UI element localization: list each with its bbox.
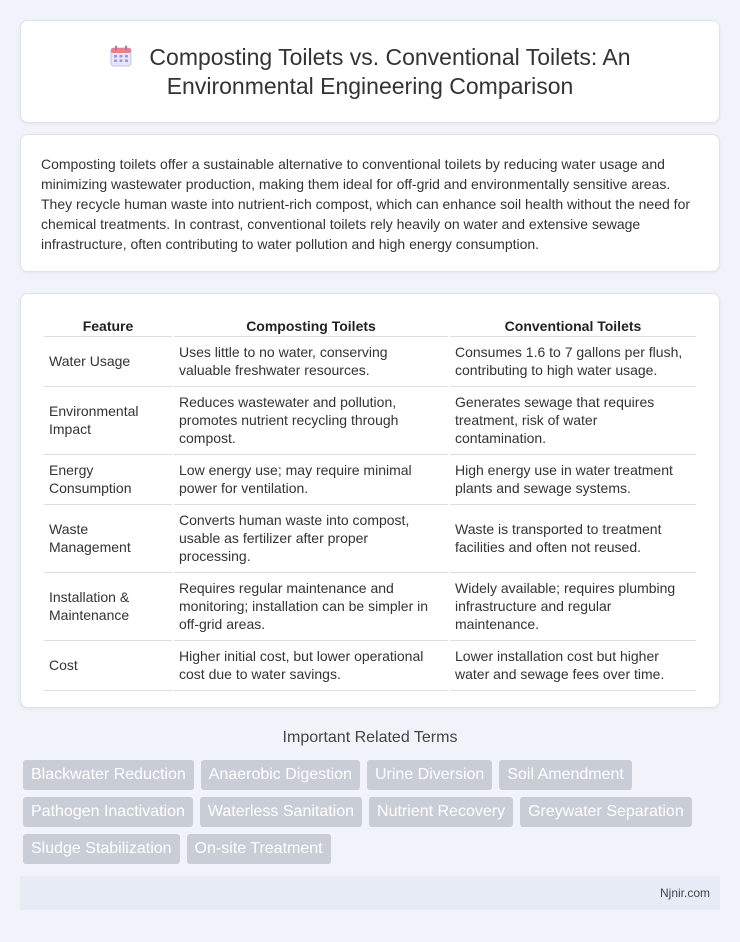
footer <box>20 876 720 910</box>
table-header-row <box>44 316 696 337</box>
table-row <box>44 641 696 691</box>
feature-cell: Environmental Impact <box>44 387 172 455</box>
composting-cell: Low energy use; may require minimal power for ventilation. <box>174 455 448 505</box>
term-tag[interactable]: Sludge Stabilization <box>23 834 180 864</box>
conventional-cell: Widely available; requires plumbing infrastructure and regular maintenance. <box>450 573 696 641</box>
term-tag[interactable]: Soil Amendment <box>499 760 632 790</box>
table-row <box>44 387 696 455</box>
composting-cell: Requires regular maintenance and monitoring; installation can be simpler in off-grid areas. <box>174 573 448 641</box>
table-row <box>44 505 696 573</box>
intro-card <box>20 134 720 272</box>
term-tag[interactable]: On-site Treatment <box>187 834 331 864</box>
page-title-text: Composting Toilets vs. Conventional Toilets: An Environmental Engineering Comparison <box>149 43 631 99</box>
feature-cell: Cost <box>44 641 172 691</box>
header-composting: Composting Toilets <box>174 316 448 337</box>
header-feature: Feature <box>44 316 172 337</box>
page-title <box>61 43 679 101</box>
feature-cell: Water Usage <box>44 337 172 387</box>
related-terms-tags <box>20 760 720 864</box>
table-row <box>44 455 696 505</box>
term-tag[interactable]: Blackwater Reduction <box>23 760 194 790</box>
comparison-card <box>20 293 720 708</box>
composting-cell: Reduces wastewater and pollution, promotes nutrient recycling through compost. <box>174 387 448 455</box>
conventional-cell: High energy use in water treatment plants and sewage systems. <box>450 455 696 505</box>
term-tag[interactable]: Waterless Sanitation <box>200 797 362 827</box>
composting-cell: Converts human waste into compost, usable as fertilizer after proper processing. <box>174 505 448 573</box>
intro-paragraph: Composting toilets offer a sustainable alternative to conventional toilets by reducing water usage and minimizing wastewater production, making them ideal for off-grid and environmentally sensitive areas. They recycle human waste into nutrient-rich compost, which can enhance soil health without the need for chemical treatments. In contrast, conventional toilets rely heavily on water and extensive sewage infrastructure, often contributing to water pollution and high energy consumption. <box>41 156 691 252</box>
term-tag[interactable]: Greywater Separation <box>520 797 692 827</box>
term-tag[interactable]: Nutrient Recovery <box>369 797 513 827</box>
conventional-cell: Generates sewage that requires treatment, risk of water contamination. <box>450 387 696 455</box>
table-row <box>44 337 696 387</box>
related-terms-section <box>20 729 720 864</box>
feature-cell: Installation & Maintenance <box>44 573 172 641</box>
term-tag[interactable]: Urine Diversion <box>367 760 492 790</box>
feature-cell: Waste Management <box>44 505 172 573</box>
footer-brand[interactable]: Njnir.com <box>659 886 710 900</box>
conventional-cell: Consumes 1.6 to 7 gallons per flush, contributing to high water usage. <box>450 337 696 387</box>
feature-cell: Energy Consumption <box>44 455 172 505</box>
title-card <box>20 20 720 123</box>
comparison-table <box>42 316 698 691</box>
conventional-cell: Waste is transported to treatment facilities and often not reused. <box>450 505 696 573</box>
related-terms-heading: Important Related Terms <box>282 729 458 746</box>
header-conventional: Conventional Toilets <box>450 316 696 337</box>
term-tag[interactable]: Anaerobic Digestion <box>201 760 360 790</box>
conventional-cell: Lower installation cost but higher water and sewage fees over time. <box>450 641 696 691</box>
calendar-icon <box>109 44 133 68</box>
term-tag[interactable]: Pathogen Inactivation <box>23 797 193 827</box>
table-row <box>44 573 696 641</box>
composting-cell: Uses little to no water, conserving valuable freshwater resources. <box>174 337 448 387</box>
composting-cell: Higher initial cost, but lower operational cost due to water savings. <box>174 641 448 691</box>
